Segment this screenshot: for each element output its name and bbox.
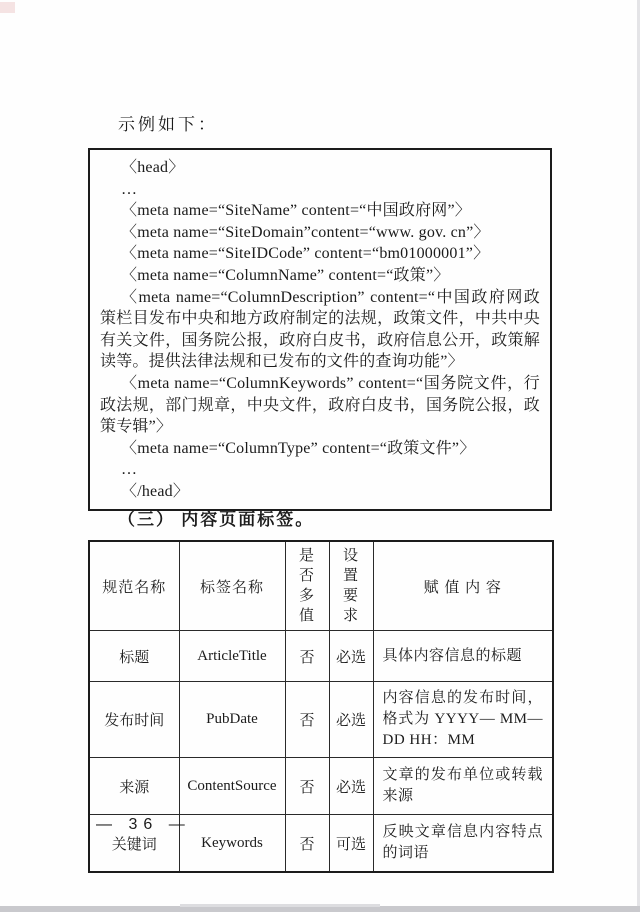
cell-assigned-content: 具体内容信息的标题 [373, 631, 553, 682]
cell-requirement: 必选 [329, 682, 373, 758]
column-header-tag-name: 标签名称 [179, 541, 285, 631]
section-heading: （三） 内容页面标签。 [118, 510, 315, 529]
cell-requirement: 必选 [329, 758, 373, 815]
code-line-columnname: 〈meta name=“ColumnName” content=“政策”〉 [121, 266, 450, 284]
code-line-sitedomain: 〈meta name=“SiteDomain”content=“www. gov. cn”〉 [121, 223, 490, 241]
code-line-head-close: 〈/head〉 [121, 482, 190, 500]
code-example-box [88, 148, 552, 511]
cell-assigned-content: 文章的发布单位或转载来源 [373, 758, 553, 815]
cell-requirement: 可选 [329, 815, 373, 873]
cell-tag-name: Keywords [179, 815, 285, 873]
intro-text: 示例如下： [118, 115, 218, 134]
cell-tag-name: ContentSource [179, 758, 285, 815]
page-number: — 36 — [96, 816, 191, 833]
code-line-head-open: 〈head〉 [121, 159, 185, 176]
code-line-sitename: 〈meta name=“SiteName” content=“中国政府网”〉 [121, 202, 471, 220]
cell-multivalue: 否 [285, 758, 329, 815]
table-row-content-source [89, 758, 553, 815]
cell-multivalue: 否 [285, 631, 329, 682]
code-line-siteidcode: 〈meta name=“SiteIDCode” content=“bm01000001”〉 [121, 245, 490, 263]
cell-tag-name: PubDate [179, 682, 285, 758]
column-header-spec-name: 规范名称 [89, 541, 179, 631]
cell-spec-name: 关键词 [89, 815, 179, 873]
cell-requirement: 必选 [329, 631, 373, 682]
column-header-multivalue: 是否多值 [285, 541, 329, 631]
cell-assigned-content: 反映文章信息内容特点的词语 [373, 815, 553, 873]
cell-tag-name: ArticleTitle [179, 631, 285, 682]
scan-artifact-bottom-shadow [180, 904, 380, 907]
column-header-assigned-content: 赋 值 内 容 [373, 541, 553, 631]
cell-spec-name: 标题 [89, 631, 179, 682]
table-row-pubdate [89, 682, 553, 758]
column-header-requirement: 设置要求 [329, 541, 373, 631]
cell-spec-name: 来源 [89, 758, 179, 815]
code-line-ellipsis-top: … [121, 180, 138, 198]
code-line-columntype: 〈meta name=“ColumnType” content=“政策文件”〉 [121, 439, 476, 457]
code-line-columndescription: 〈meta name=“ColumnDescription” content=“中国政府网政策栏目发布中央和地方政府制定的法规，政策文件，中共中央有关文件，国务院公报，政府白皮书，政府信息公开，政策解读等。提供法律法规和已发布的文件的查询功能”〉 [100, 288, 540, 371]
cell-multivalue: 否 [285, 815, 329, 873]
cell-spec-name: 发布时间 [89, 682, 179, 758]
code-line-columnkeywords: 〈meta name=“ColumnKeywords” content=“国务院文件，行政法规，部门规章，中央文件，政府白皮书，国务院公报，政策专辑”〉 [100, 374, 540, 436]
code-line-ellipsis-bottom: … [121, 461, 138, 479]
cell-multivalue: 否 [285, 682, 329, 758]
table-header-row [89, 541, 553, 631]
scan-artifact-corner [0, 2, 15, 13]
table-row-article-title [89, 631, 553, 682]
cell-assigned-content: 内容信息的发布时间，格式为 YYYY— MM—DD HH：MM [373, 682, 553, 758]
